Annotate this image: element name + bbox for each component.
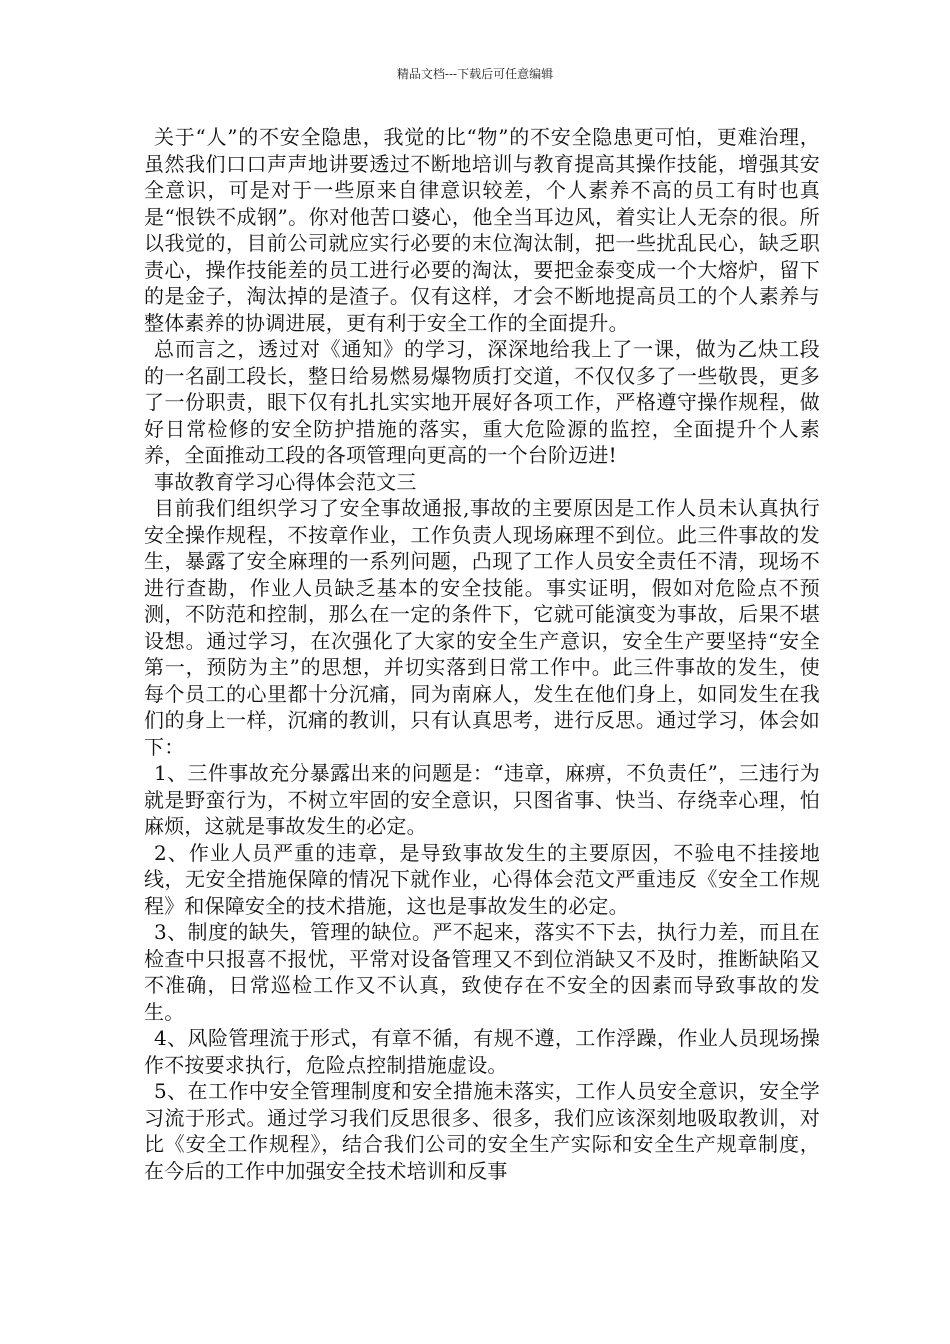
paragraph-conclusion: 总而言之，透过对《通知》的学习，深深地给我上了一课，做为乙炔工段的一名副工段长，整日给易燃易爆物质打交道，不仅仅多了一些敬畏，更多了一份职责，眼下仅有扎扎实实地开展好各项工作，严格遵守操作规程，做好日常检修的安全防护措施的落实，重大危险源的监控，全面提升个人素养，全面推动工段的各项管理向更高的一个台阶迈进! xyxy=(144,337,820,467)
document-body xyxy=(144,124,820,1184)
list-item-5: 5、在工作中安全管理制度和安全措施未落实，工作人员安全意识，安全学习流于形式。通过学习我们反思很多、很多，我们应该深刻地吸取教训，对比《安全工作规程》，结合我们公司的安全生产实际和安全生产规章制度，在今后的工作中加强安全技术培训和反事 xyxy=(144,1079,820,1183)
list-item-3: 3、制度的缺失，管理的缺位。严不起来，落实不下去，执行力差，而且在检查中只报喜不报忧，平常对设备管理又不到位消缺又不及时，推断缺陷又不准确，日常巡检工作又不认真，致使存在不安全的因素而导致事故的发生。 xyxy=(144,920,820,1024)
list-item-1: 1、三件事故充分暴露出来的问题是：“违章，麻痹，不负责任”，三违行为就是野蛮行为，不树立牢固的安全意识，只图省事、快当、存绕幸心理，怕麻烦，这就是事故发生的必定。 xyxy=(144,761,820,838)
list-item-2: 2、作业人员严重的违章，是导致事故发生的主要原因，不验电不挂接地线，无安全措施保障的情况下就作业，心得体会范文严重违反《安全工作规程》和保障安全的技术措施，这也是事故发生的必定。 xyxy=(144,840,820,918)
page-header: 精品文档---下载后可任意编辑 xyxy=(396,67,554,81)
list-item-4: 4、风险管理流于形式，有章不循，有规不遵，工作浮躁，作业人员现场操作不按要求执行，危险点控制措施虚设。 xyxy=(144,1026,820,1077)
paragraph-hidden-danger: 关于“人”的不安全隐患，我觉的比“物”的不安全隐患更可怕，更难治理，虽然我们口口声声地讲要透过不断地培训与教育提高其操作技能，增强其安全意识，可是对于一些原来自律意识较差，个人素养不高的员工有时也真是“恨铁不成钢”。你对他苦口婆心，他全当耳边风，着实让人无奈的很。所以我觉的，目前公司就应实行必要的末位淘汰制，把一些扰乱民心，缺乏职责心，操作技能差的员工进行必要的淘汰，要把金泰变成一个大熔炉，留下的是金子，淘汰掉的是渣子。仅有这样，才会不断地提高员工的个人素养与整体素养的协调进展，更有利于安全工作的全面提升。 xyxy=(144,125,820,335)
paragraph-accident-report: 目前我们组织学习了安全事故通报,事故的主要原因是工作人员未认真执行安全操作规程，不按章作业，工作负责人现场麻理不到位。此三件事故的发生，暴露了安全麻理的一系列问题，凸现了工作人员安全责任不清，现场不进行查勘，作业人员缺乏基本的安全技能。事实证明，假如对危险点不预测，不防范和控制，那么在一定的条件下，它就可能演变为事故，后果不堪设想。通过学习，在次强化了大家的安全生产意识，安全生产要坚持“安全第一，预防为主”的思想，并切实落到日常工作中。此三件事故的发生，使每个员工的心里都十分沉痛，同为南麻人，发生在他们身上，如同发生在我们的身上一样，沉痛的教训，只有认真思考，进行反思。通过学习，体会如下： xyxy=(144,496,820,759)
section-title: 事故教育学习心得体会范文三 xyxy=(154,469,417,494)
